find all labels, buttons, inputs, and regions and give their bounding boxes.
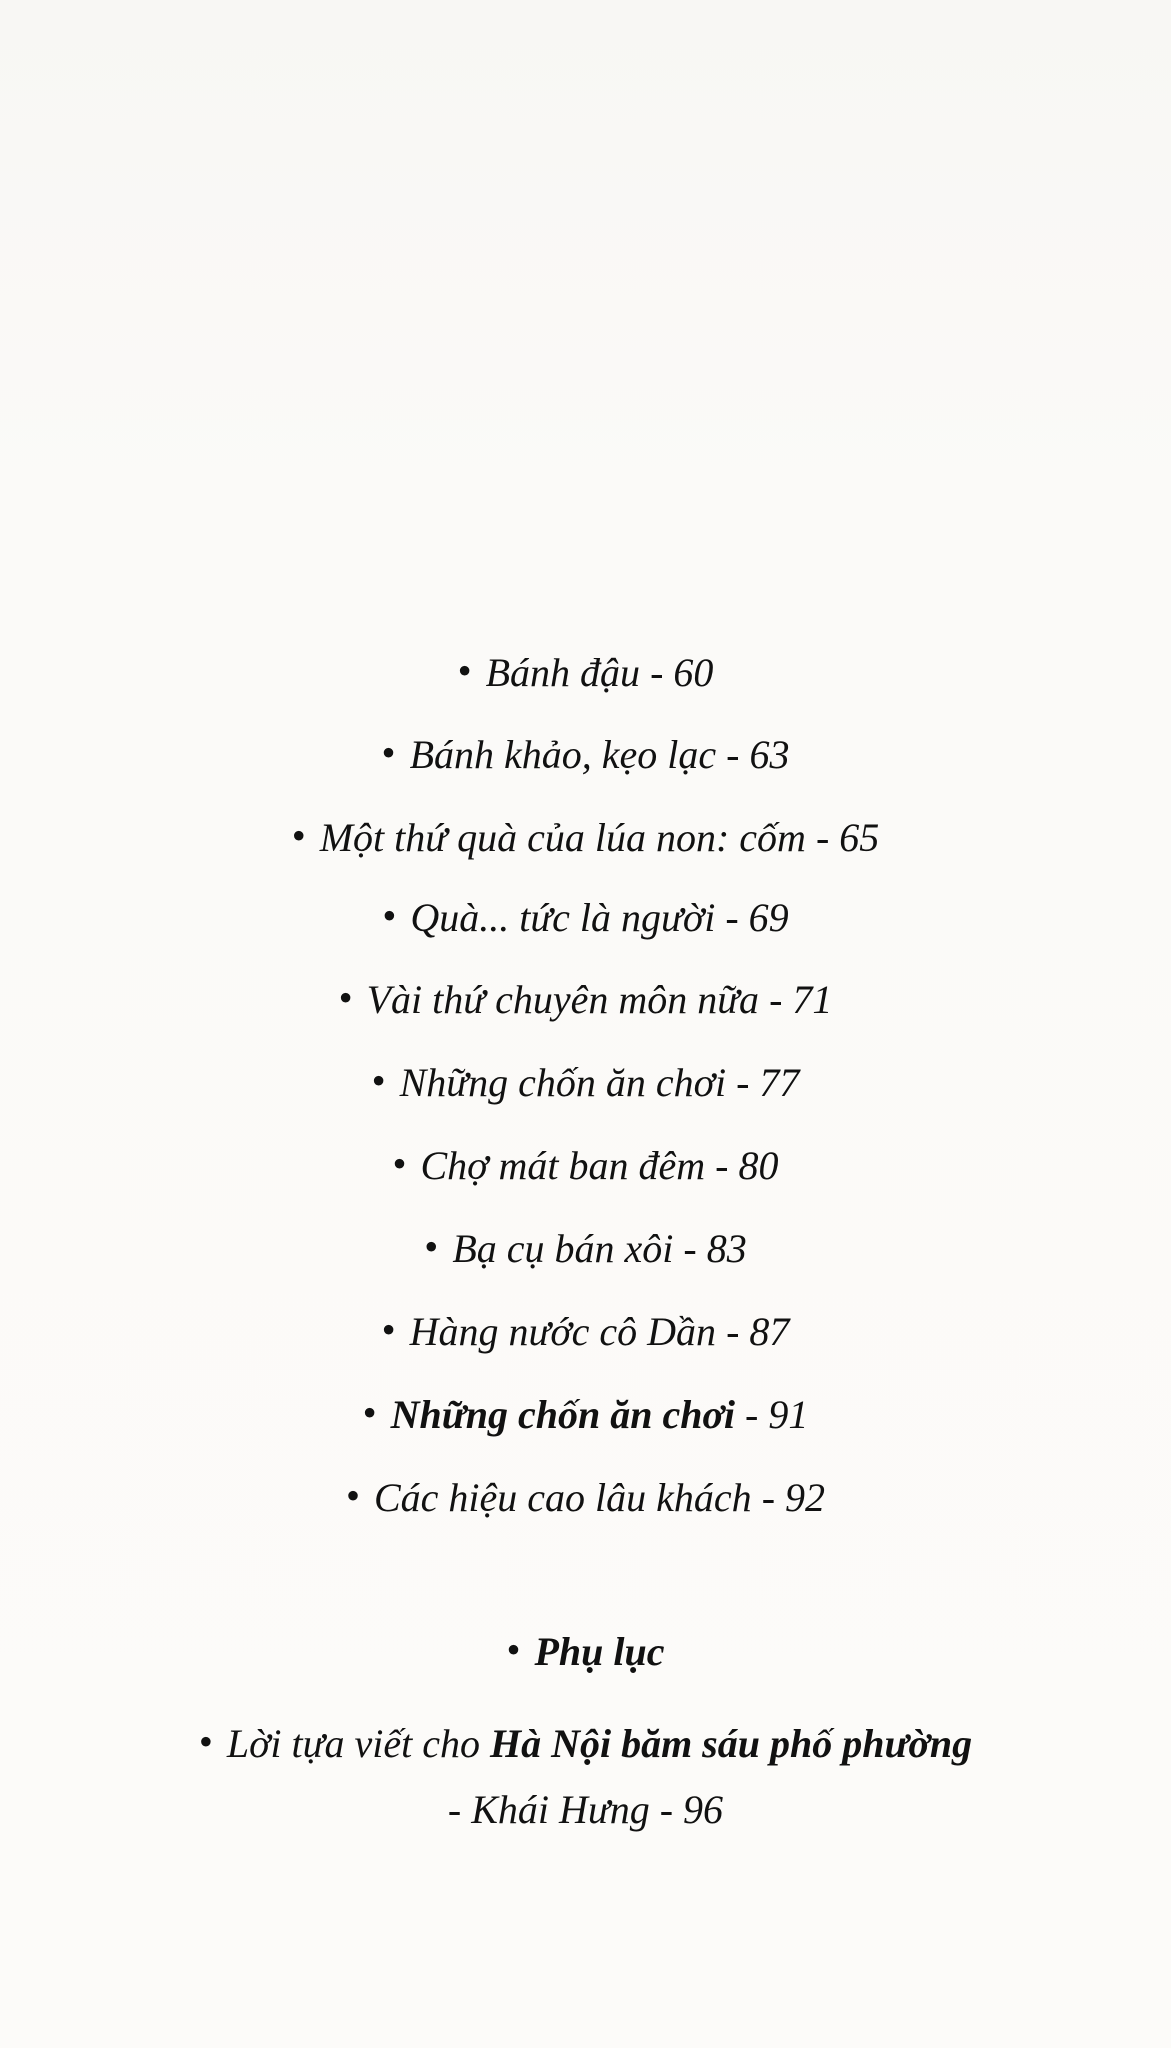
toc-page-number: 91 [768,1392,809,1437]
toc-entry-title: Hàng nước cô Dần [409,1309,717,1354]
toc-entry [0,730,1171,780]
preface-entry [0,1719,1171,1769]
toc-page-number: 87 [749,1309,790,1354]
toc-page-number: 69 [748,895,789,940]
preface-author: - Khái Hưng - 96 [447,1787,724,1832]
toc-page-number: 71 [792,977,833,1022]
toc-entry [0,1058,1171,1108]
toc-entry-title: Bánh khảo, kẹo lạc [409,732,717,777]
toc-separator: - [759,977,793,1022]
toc-separator: - [640,650,674,695]
bullet-icon: • [457,648,472,693]
toc-entry [0,1224,1171,1274]
bullet-icon: • [392,1141,407,1186]
bullet-icon: • [198,1719,213,1764]
toc-entry [0,1473,1171,1523]
toc-separator: - [726,1060,760,1105]
toc-entry-title: Chợ mát ban đêm [420,1143,706,1188]
toc-separator: - [673,1226,707,1271]
toc-page-number: 92 [785,1475,826,1520]
bullet-icon: • [424,1224,439,1269]
bullet-icon: • [381,1307,396,1352]
bullet-icon: • [381,730,396,775]
bullet-icon: • [338,975,353,1020]
toc-entry [0,648,1171,698]
toc-entry [0,1390,1171,1440]
toc-entry-title: Quà... tức là người [410,895,716,940]
toc-separator: - [716,1309,750,1354]
preface-author-line [0,1785,1171,1835]
toc-entry-title: Những chốn ăn chơi [399,1060,727,1105]
toc-page-number: 65 [839,815,880,860]
toc-separator: - [735,1392,769,1437]
bullet-icon: • [362,1390,377,1435]
bullet-icon: • [382,893,397,938]
toc-separator: - [751,1475,786,1520]
toc-page-number: 60 [673,650,714,695]
preface-book-title: Hà Nội băm sáu phố phường [489,1721,973,1766]
toc-entry-title: Các hiệu cao lâu khách [374,1475,752,1520]
bullet-icon: • [506,1627,521,1672]
toc-page-number: 80 [738,1143,779,1188]
toc-page-number: 77 [759,1060,800,1105]
toc-entry [0,1141,1171,1191]
toc-entry [0,1307,1171,1357]
toc-entry-title: Những chốn ăn chơi [390,1392,736,1437]
toc-separator: - [716,732,750,777]
toc-entry-title: Một thứ quà của lúa non: cốm [319,815,806,860]
bullet-icon: • [371,1058,386,1103]
toc-separator: - [705,1143,739,1188]
appendix-heading [0,1627,1171,1677]
toc-entry [0,813,1171,863]
appendix-title: Phụ lục [534,1629,665,1674]
toc-page-number: 63 [749,732,790,777]
toc-entry [0,893,1171,943]
toc-entry-title: Bánh đậu [485,650,641,695]
toc-separator: - [715,895,749,940]
preface-prefix: Lời tựa viết cho [226,1721,490,1766]
bullet-icon: • [345,1473,360,1518]
toc-page-number: 83 [706,1226,747,1271]
toc-entry-title: Bạ cụ bán xôi [452,1226,674,1271]
toc-separator: - [805,815,840,860]
toc-entry-title: Vài thứ chuyên môn nữa [366,977,760,1022]
toc-entry [0,975,1171,1025]
bullet-icon: • [291,813,306,858]
